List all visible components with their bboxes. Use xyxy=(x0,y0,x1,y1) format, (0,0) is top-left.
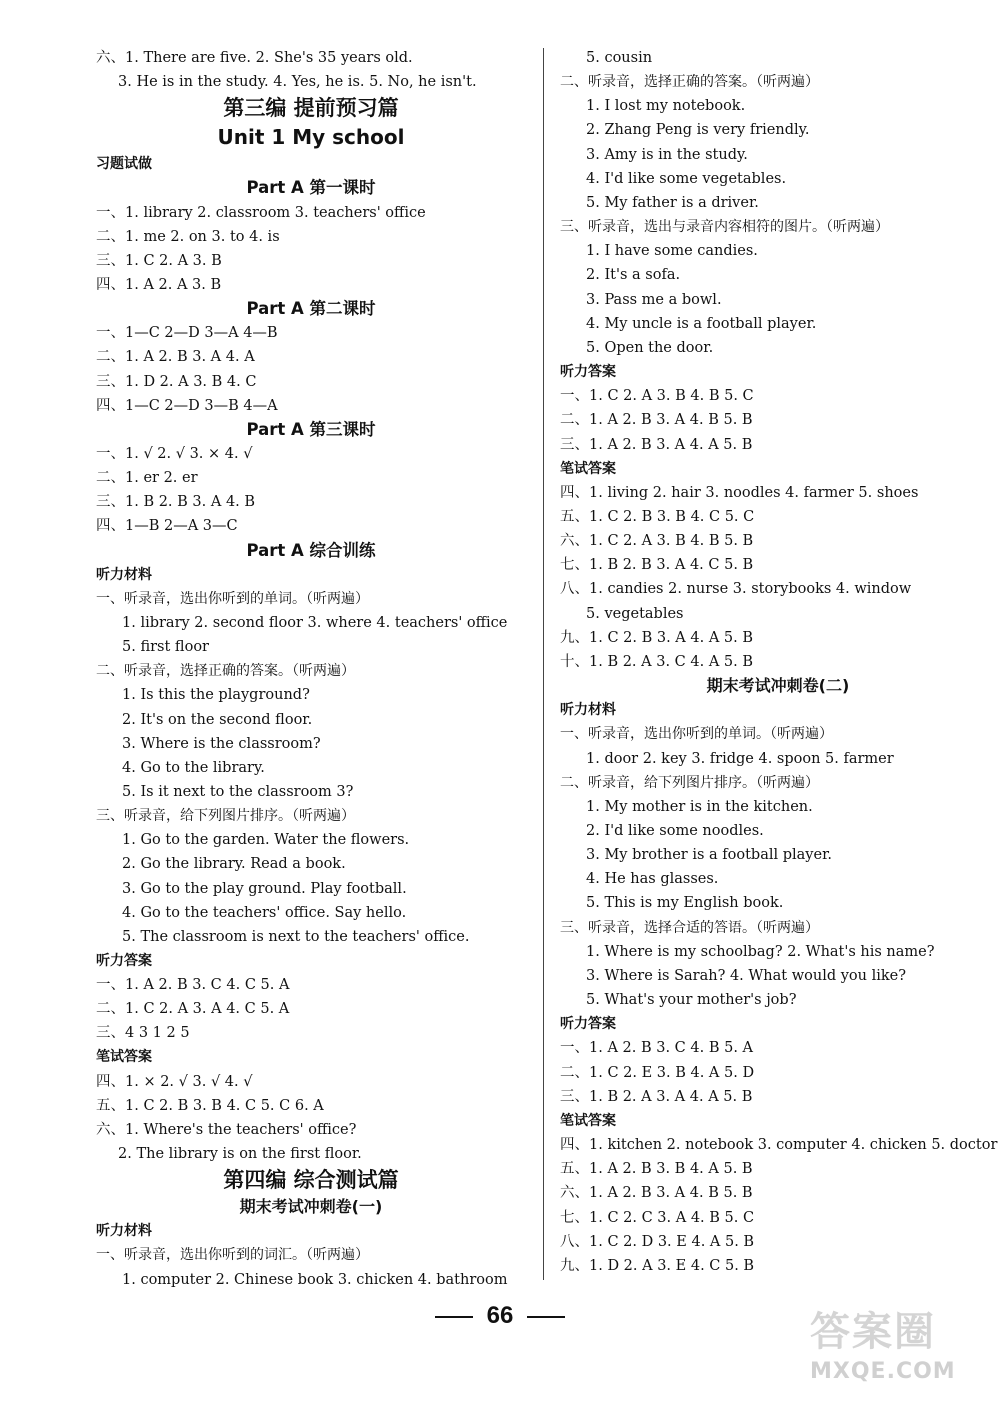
answer-line: 四、1. × 2. √ 3. √ 4. √ xyxy=(96,1073,253,1090)
test-title: 期末考试冲刺卷(二) xyxy=(706,676,850,696)
answer-line: 二、1. er 2. er xyxy=(96,470,198,487)
answer-line: 一、1. A 2. B 3. C 4. C 5. A xyxy=(96,977,290,994)
transcript-line: 1. I have some candies. xyxy=(586,243,758,260)
answer-line: 三、1. C 2. A 3. B xyxy=(96,252,222,269)
transcript-line: 3. Where is Sarah? 4. What would you like? xyxy=(586,967,907,984)
lesson-heading: Part A 综合训练 xyxy=(246,540,376,560)
section-label: 听力答案 xyxy=(560,1016,616,1033)
transcript-line: 3. Where is the classroom? xyxy=(122,735,321,752)
right-column xyxy=(560,46,996,1278)
answer-line: 三、1. A 2. B 3. A 4. A 5. B xyxy=(560,436,753,453)
transcript-line: 4. Go to the library. xyxy=(122,759,265,776)
transcript-line: 3. Go to the play ground. Play football. xyxy=(122,880,407,897)
transcript-line: 5. first floor xyxy=(122,639,209,656)
transcript-line: 4. He has glasses. xyxy=(586,871,719,888)
answer-line-indented: 3. He is in the study. 4. Yes, he is. 5. No, he isn't. xyxy=(118,74,477,91)
question-heading: 一、听录音，选出你听到的单词。（听两遍） xyxy=(96,590,369,607)
answer-line: 三、4 3 1 2 5 xyxy=(96,1025,190,1042)
transcript-line: 1. I lost my notebook. xyxy=(586,98,746,115)
transcript-line: 5. Open the door. xyxy=(586,339,714,356)
part-title: 第四编 综合测试篇 xyxy=(223,1168,399,1193)
transcript-line: 1. door 2. key 3. fridge 4. spoon 5. farmer xyxy=(586,750,894,767)
transcript-line: 4. My uncle is a football player. xyxy=(586,315,817,332)
section-label: 笔试答案 xyxy=(560,1112,616,1129)
transcript-line: 3. Amy is in the study. xyxy=(586,146,748,163)
answer-line: 三、1. B 2. B 3. A 4. B xyxy=(96,494,256,511)
question-heading: 二、听录音，给下列图片排序。（听两遍） xyxy=(560,774,819,791)
question-heading: 三、听录音，选择合适的答语。（听两遍） xyxy=(560,919,819,936)
answer-line: 七、1. B 2. B 3. A 4. C 5. B xyxy=(560,557,754,574)
answer-line: 四、1—C 2—D 3—B 4—A xyxy=(96,397,278,414)
transcript-line: 5. vegetables xyxy=(586,605,684,622)
section-label: 听力材料 xyxy=(560,702,616,719)
unit-title: Unit 1 My school xyxy=(217,125,405,150)
answer-line: 五、1. C 2. B 3. B 4. C 5. C xyxy=(560,508,755,525)
answer-line: 二、1. A 2. B 3. A 4. B 5. B xyxy=(560,412,753,429)
transcript-line: 5. Is it next to the classroom 3? xyxy=(122,783,354,800)
answer-line: 一、1. √ 2. √ 3. × 4. √ xyxy=(96,445,253,462)
transcript-line: 1. Go to the garden. Water the flowers. xyxy=(122,832,410,849)
transcript-line: 3. Pass me a bowl. xyxy=(586,291,722,308)
answer-line: 六、1. A 2. B 3. A 4. B 5. B xyxy=(560,1185,753,1202)
answer-line: 四、1. kitchen 2. notebook 3. computer 4. chicken 5. doctor xyxy=(560,1137,998,1154)
answer-line: 一、1. library 2. classroom 3. teachers' office xyxy=(96,204,426,221)
test-title: 期末考试冲刺卷(一) xyxy=(239,1197,383,1217)
transcript-line: 2. Zhang Peng is very friendly. xyxy=(586,122,810,139)
answer-line: 五、1. C 2. B 3. B 4. C 5. C 6. A xyxy=(96,1097,324,1114)
transcript-line: 5. This is my English book. xyxy=(586,895,784,912)
answer-line: 二、1. C 2. A 3. A 4. C 5. A xyxy=(96,1001,290,1018)
section-label: 笔试答案 xyxy=(96,1049,152,1066)
answer-line: 一、1—C 2—D 3—A 4—B xyxy=(96,325,278,342)
section-label: 听力答案 xyxy=(560,364,616,381)
footer-dash-left xyxy=(435,1316,473,1318)
answer-line: 二、1. C 2. E 3. B 4. A 5. D xyxy=(560,1064,755,1081)
column-divider xyxy=(543,48,544,1280)
transcript-line: 2. It's on the second floor. xyxy=(122,711,313,728)
answer-line: 五、1. A 2. B 3. B 4. A 5. B xyxy=(560,1161,753,1178)
transcript-line: 2. It's a sofa. xyxy=(586,267,681,284)
answer-line: 四、1. A 2. A 3. B xyxy=(96,276,222,293)
transcript-line: 5. cousin xyxy=(586,50,653,66)
answer-line-indented: 2. The library is on the first floor. xyxy=(118,1146,362,1163)
transcript-line: 1. computer 2. Chinese book 3. chicken 4. bathroom xyxy=(122,1271,508,1288)
transcript-line: 2. Go the library. Read a book. xyxy=(122,856,346,873)
question-heading: 一、听录音，选出你听到的词汇。（听两遍） xyxy=(96,1247,369,1264)
answer-line: 九、1. C 2. B 3. A 4. A 5. B xyxy=(560,629,754,646)
part-title: 第三编 提前预习篇 xyxy=(223,96,399,121)
section-label: 听力材料 xyxy=(96,566,152,583)
answer-line: 六、1. There are five. 2. She's 35 years old. xyxy=(96,50,413,66)
transcript-line: 5. What's your mother's job? xyxy=(586,992,797,1009)
transcript-line: 1. My mother is in the kitchen. xyxy=(586,798,813,815)
answer-line: 六、1. C 2. A 3. B 4. B 5. B xyxy=(560,533,754,550)
question-heading: 一、听录音，选出你听到的单词。（听两遍） xyxy=(560,726,833,743)
question-heading: 二、听录音，选择正确的答案。（听两遍） xyxy=(560,74,819,91)
question-heading: 二、听录音，选择正确的答案。（听两遍） xyxy=(96,663,355,680)
answer-line: 四、1—B 2—A 3—C xyxy=(96,518,238,535)
answer-line: 三、1. D 2. A 3. B 4. C xyxy=(96,373,257,390)
lesson-heading: Part A 第二课时 xyxy=(246,299,376,319)
section-label: 笔试答案 xyxy=(560,460,616,477)
transcript-line: 1. Where is my schoolbag? 2. What's his name? xyxy=(586,943,935,960)
page-number: 66 xyxy=(486,1302,514,1329)
transcript-line: 5. My father is a driver. xyxy=(586,194,759,211)
answer-line: 十、1. B 2. A 3. C 4. A 5. B xyxy=(560,653,754,670)
transcript-line: 3. My brother is a football player. xyxy=(586,847,833,864)
footer-dash-right xyxy=(527,1316,565,1318)
watermark-domain: MXQE.COM xyxy=(810,1359,956,1384)
answer-line: 一、1. A 2. B 3. C 4. B 5. A xyxy=(560,1040,754,1057)
answer-line: 八、1. C 2. D 3. E 4. A 5. B xyxy=(560,1233,755,1250)
site-watermark xyxy=(810,1300,990,1394)
question-heading: 三、听录音，选出与录音内容相符的图片。（听两遍） xyxy=(560,219,889,236)
transcript-line: 4. Go to the teachers' office. Say hello. xyxy=(122,904,407,921)
section-label: 习题试做 xyxy=(96,156,152,173)
section-label: 听力材料 xyxy=(96,1223,152,1240)
lesson-heading: Part A 第三课时 xyxy=(246,419,376,439)
answer-line: 四、1. living 2. hair 3. noodles 4. farmer 5. shoes xyxy=(560,484,919,501)
section-label: 听力答案 xyxy=(96,952,152,969)
answer-line: 二、1. A 2. B 3. A 4. A xyxy=(96,349,255,366)
answer-line: 六、1. Where's the teachers' office? xyxy=(96,1121,357,1138)
watermark-logo-text: 答案圈 xyxy=(810,1309,936,1355)
transcript-line: 1. library 2. second floor 3. where 4. teachers' office xyxy=(122,614,508,631)
answer-line: 一、1. C 2. A 3. B 4. B 5. C xyxy=(560,388,754,405)
lesson-heading: Part A 第一课时 xyxy=(246,178,376,198)
transcript-line: 4. I'd like some vegetables. xyxy=(586,170,787,187)
left-column xyxy=(96,46,526,1292)
transcript-line: 1. Is this the playground? xyxy=(122,687,310,704)
question-heading: 三、听录音，给下列图片排序。（听两遍） xyxy=(96,808,355,825)
answer-line: 七、1. C 2. C 3. A 4. B 5. C xyxy=(560,1209,755,1226)
transcript-line: 2. I'd like some noodles. xyxy=(586,823,764,839)
answer-line: 三、1. B 2. A 3. A 4. A 5. B xyxy=(560,1088,753,1105)
answer-line: 九、1. D 2. A 3. E 4. C 5. B xyxy=(560,1257,755,1274)
transcript-line: 5. The classroom is next to the teachers' office. xyxy=(122,928,470,945)
answer-line: 八、1. candies 2. nurse 3. storybooks 4. window xyxy=(560,581,912,598)
answer-line: 二、1. me 2. on 3. to 4. is xyxy=(96,228,280,245)
